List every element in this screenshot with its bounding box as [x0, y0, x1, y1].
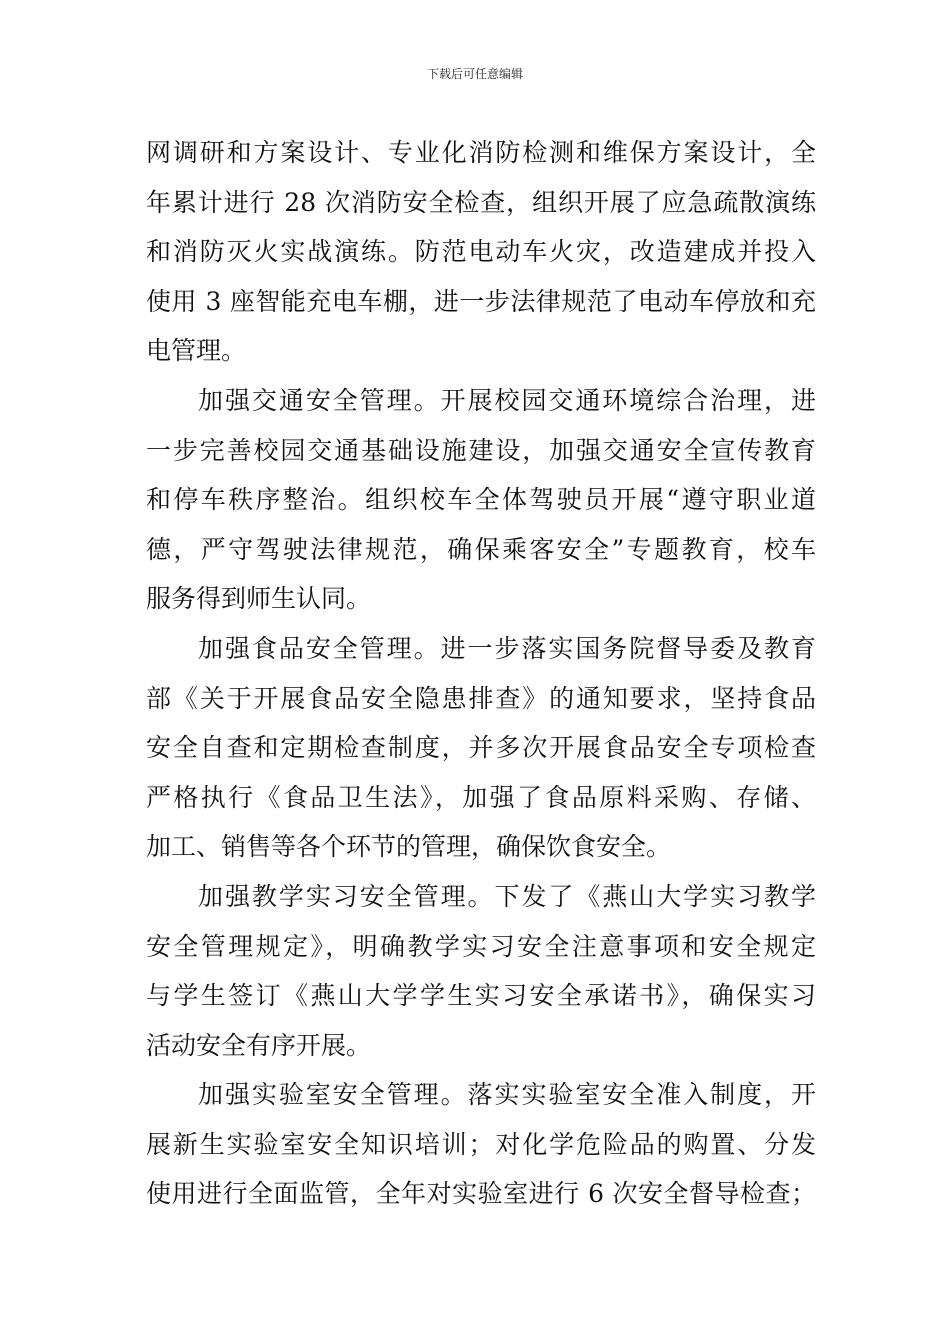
text-line: 部《关于开展食品安全隐患排查》的通知要求，坚持食品 [146, 683, 816, 713]
text-line: 服务得到师生认同。 [146, 584, 372, 614]
text-line: 加强教学实习安全管理。下发了《燕山大学实习教学 [198, 881, 816, 911]
text-line: 网调研和方案设计、专业化消防检测和维保方案设计，全 [146, 138, 816, 167]
text-line: 一步完善校园交通基础设施建设，加强交通安全宣传教育 [146, 435, 816, 465]
text-line: 和消防灭火实战演练。防范电动车火灾，改造建成并投入 [146, 237, 816, 267]
text-line: 德，严守驾驶法律规范，确保乘客安全”专题教育，校车 [146, 534, 816, 564]
text-line: 电管理。 [146, 336, 247, 366]
text-line: 安全自查和定期检查制度，并多次开展食品安全专项检查 [146, 733, 816, 763]
text-line: 加强实验室安全管理。落实实验室安全准入制度，开 [198, 1080, 816, 1110]
text-line: 加强交通安全管理。开展校园交通环境综合治理，进 [198, 385, 816, 415]
page-header: 下载后可任意编辑 [426, 67, 523, 81]
text-line: 和停车秩序整治。组织校车全体驾驶员开展“遵守职业道 [146, 485, 816, 515]
text-line: 严格执行《食品卫生法》，加强了食品原料采购、存储、 [146, 782, 816, 812]
text-line: 展新生实验室安全知识培训；对化学危险品的购置、分发 [146, 1129, 816, 1159]
text-line: 使用进行全面监管，全年对实验室进行 6 次安全督导检查； [146, 1179, 816, 1209]
text-line: 使用 3 座智能充电车棚，进一步法律规范了电动车停放和充 [146, 286, 816, 316]
text-line: 与学生签订《燕山大学学生实习安全承诺书》，确保实习 [146, 981, 816, 1011]
body-text [146, 128, 816, 1219]
text-line: 加工、销售等各个环节的管理，确保饮食安全。 [146, 832, 672, 862]
text-line: 活动安全有序开展。 [146, 1030, 372, 1060]
text-line: 年累计进行 28 次消防安全检查，组织开展了应急疏散演练 [146, 187, 816, 217]
text-line: 安全管理规定》，明确教学实习安全注意事项和安全规定 [146, 931, 816, 961]
text-line: 加强食品安全管理。进一步落实国务院督导委及教育 [198, 633, 816, 663]
